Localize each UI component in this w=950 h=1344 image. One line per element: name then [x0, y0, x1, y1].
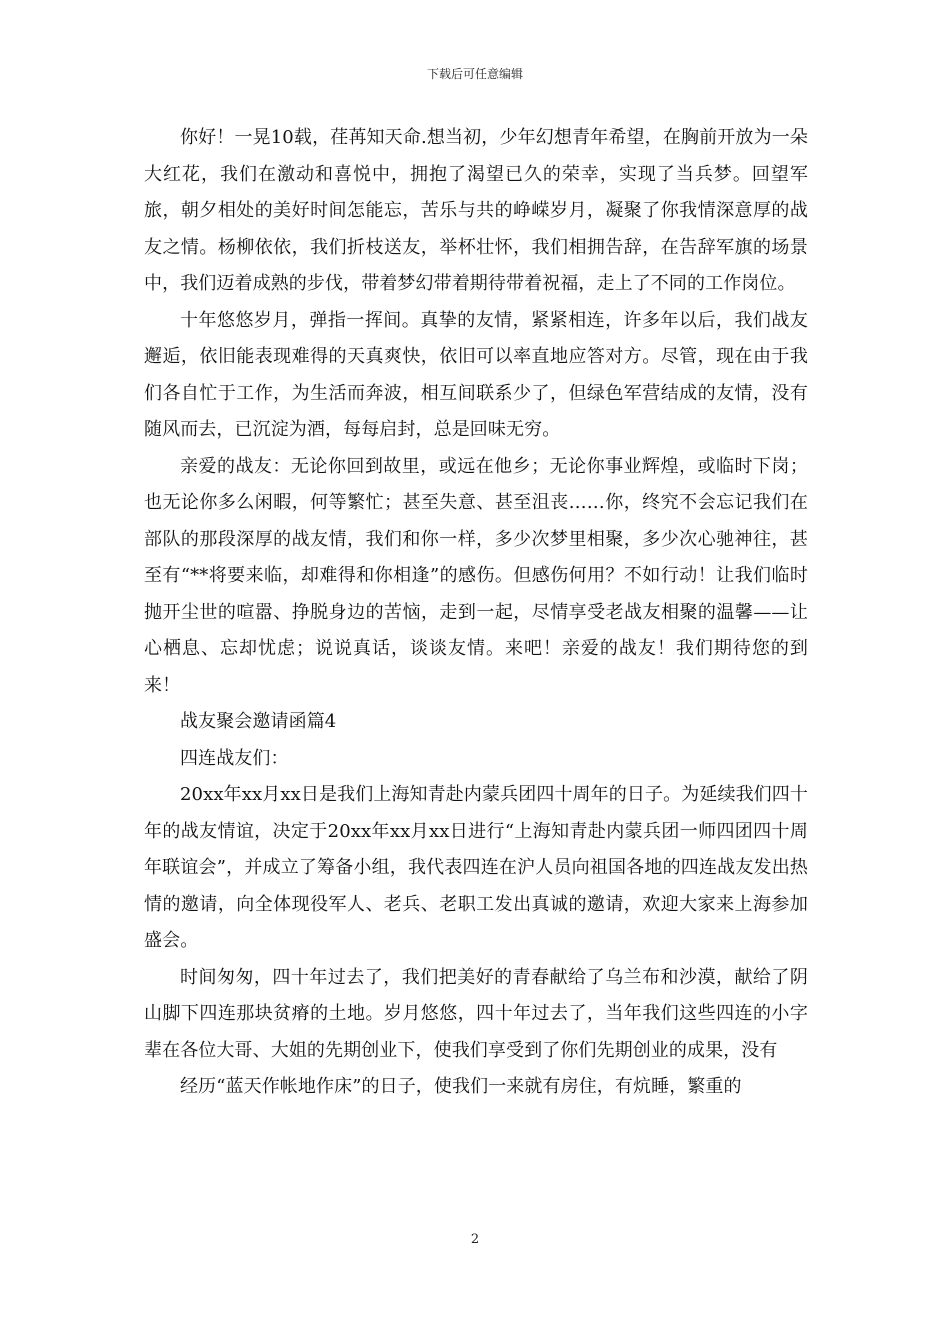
page-header-note: 下载后可任意编辑	[426, 67, 523, 81]
section-heading: 战友聚会邀请函篇4	[180, 711, 337, 732]
paragraph-6: 经历“蓝天作帐地作床”的日子，使我们一来就有房住，有炕睡，繁重的	[180, 1076, 742, 1097]
salutation: 四连战友们：	[180, 747, 289, 769]
paragraph-1: 你好！一晃10载，荏苒知天命.想当初，少年幻想青年希望，在胸前开放为一朵大红花，我们在激动和喜悦中，拥抱了渴望已久的荣幸，实现了当兵梦。回望军旅，朝夕相处的美好时间怎能忘，苦乐与共的峥嵘岁月，凝聚了你我情深意厚的战友之情。杨柳依依，我们折枝送友，举杯壮怀，我们相拥告辞，在告辞军旗的场景中，我们迈着成熟的步伐，带着梦幻带着期待带着祝福，走上了不同的工作岗位。	[144, 127, 808, 294]
paragraph-2: 十年悠悠岁月，弹指一挥间。真挚的友情，紧紧相连，许多年以后，我们战友邂逅，依旧能表现难得的天真爽快，依旧可以率直地应答对方。尽管，现在由于我们各自忙于工作，为生活而奔波，相互间联系少了，但绿色军营结成的友情，没有随风而去，已沉淀为酒，每每启封，总是回味无穷。	[144, 309, 808, 440]
paragraph-4: 20xx年xx月xx日是我们上海知青赴内蒙兵团四十周年的日子。为延续我们四十年的战友情谊，决定于20xx年xx月xx日进行“上海知青赴内蒙兵团一师四团四十周年联谊会”，并成立了筹备小组，我代表四连在沪人员向祖国各地的四连战友发出热情的邀请，向全体现役军人、老兵、老职工发出真诚的邀请，欢迎大家来上海参加盛会。	[144, 784, 808, 951]
paragraph-5: 时间匆匆，四十年过去了，我们把美好的青春献给了乌兰布和沙漠，献给了阴山脚下四连那块贫瘠的土地。岁月悠悠，四十年过去了，当年我们这些四连的小字辈在各位大哥、大姐的先期创业下，使我们享受到了你们先期创业的成果，没有	[144, 966, 808, 1061]
document-body	[144, 120, 808, 1106]
page-number: 2	[470, 1232, 480, 1247]
paragraph-3: 亲爱的战友：无论你回到故里，或远在他乡；无论你事业辉煌，或临时下岗；也无论你多么闲暇，何等繁忙；甚至失意、甚至沮丧……你，终究不会忘记我们在部队的那段深厚的战友情，我们和你一样，多少次梦里相聚，多少次心驰神往，甚至有“**将要来临，却难得和你相逢”的感伤。但感伤何用？不如行动！让我们临时抛开尘世的喧嚣、挣脱身边的苦恼，走到一起，尽情享受老战友相聚的温馨——让心栖息、忘却忧虑；说说真话，谈谈友情。来吧！亲爱的战友！我们期待您的到来！	[144, 455, 808, 696]
